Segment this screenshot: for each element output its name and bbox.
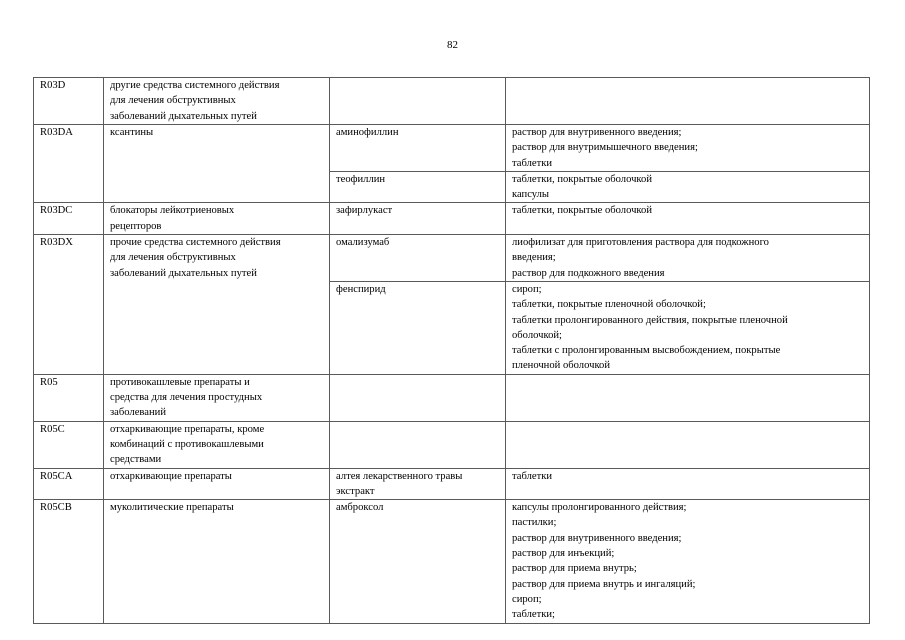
dosage-forms: таблетки, покрытые оболочкой — [506, 203, 870, 235]
atc-code: R05CB — [34, 500, 104, 623]
drug-name: фенспирид — [330, 281, 506, 374]
atc-code: R03DX — [34, 235, 104, 375]
group-name: ксантины — [104, 125, 330, 203]
dosage-forms: раствор для внутривенного введения; раствор для внутримышечного введения; таблетки — [506, 125, 870, 172]
table-row — [34, 235, 870, 282]
table-row — [34, 468, 870, 500]
table-row — [34, 500, 870, 623]
atc-code: R03DA — [34, 125, 104, 203]
group-name: блокаторы лейкотриеновых рецепторов — [104, 203, 330, 235]
atc-code: R05C — [34, 421, 104, 468]
dosage-forms: капсулы пролонгированного действия; пастилки; раствор для внутривенного введения; раствор для инъекций; раствор для приема внутрь; раствор для приема внутрь и ингаляций; сироп; таблетки; — [506, 500, 870, 623]
drug-name — [330, 78, 506, 125]
table-row — [34, 78, 870, 125]
drug-name — [330, 421, 506, 468]
drug-classification-table — [33, 77, 870, 624]
dosage-forms: таблетки — [506, 468, 870, 500]
drug-name: теофиллин — [330, 171, 506, 203]
atc-code: R05 — [34, 374, 104, 421]
table-row — [34, 374, 870, 421]
table-row — [34, 125, 870, 172]
atc-code: R03D — [34, 78, 104, 125]
dosage-forms: сироп; таблетки, покрытые пленочной оболочкой; таблетки пролонгированного действия, покрытые пленочной оболочкой; таблетки с пролонгированным высвобождением, покрытые пленочной оболочкой — [506, 281, 870, 374]
drug-name: аминофиллин — [330, 125, 506, 172]
group-name: отхаркивающие препараты, кроме комбинаций с противокашлевыми средствами — [104, 421, 330, 468]
drug-name: амброксол — [330, 500, 506, 623]
drug-name — [330, 374, 506, 421]
group-name: другие средства системного действия для лечения обструктивных заболеваний дыхательных путей — [104, 78, 330, 125]
group-name: отхаркивающие препараты — [104, 468, 330, 500]
group-name: прочие средства системного действия для лечения обструктивных заболеваний дыхательных путей — [104, 235, 330, 375]
atc-code: R05CA — [34, 468, 104, 500]
dosage-forms: лиофилизат для приготовления раствора для подкожного введения; раствор для подкожного введения — [506, 235, 870, 282]
page-number: 82 — [447, 39, 458, 51]
drug-name: алтея лекарственного травы экстракт — [330, 468, 506, 500]
dosage-forms: таблетки, покрытые оболочкой капсулы — [506, 171, 870, 203]
dosage-forms — [506, 421, 870, 468]
group-name: противокашлевые препараты и средства для лечения простудных заболеваний — [104, 374, 330, 421]
table-row — [34, 421, 870, 468]
atc-code: R03DC — [34, 203, 104, 235]
table-row — [34, 203, 870, 235]
dosage-forms — [506, 78, 870, 125]
drug-name: омализумаб — [330, 235, 506, 282]
group-name: муколитические препараты — [104, 500, 330, 623]
drug-name: зафирлукаст — [330, 203, 506, 235]
dosage-forms — [506, 374, 870, 421]
